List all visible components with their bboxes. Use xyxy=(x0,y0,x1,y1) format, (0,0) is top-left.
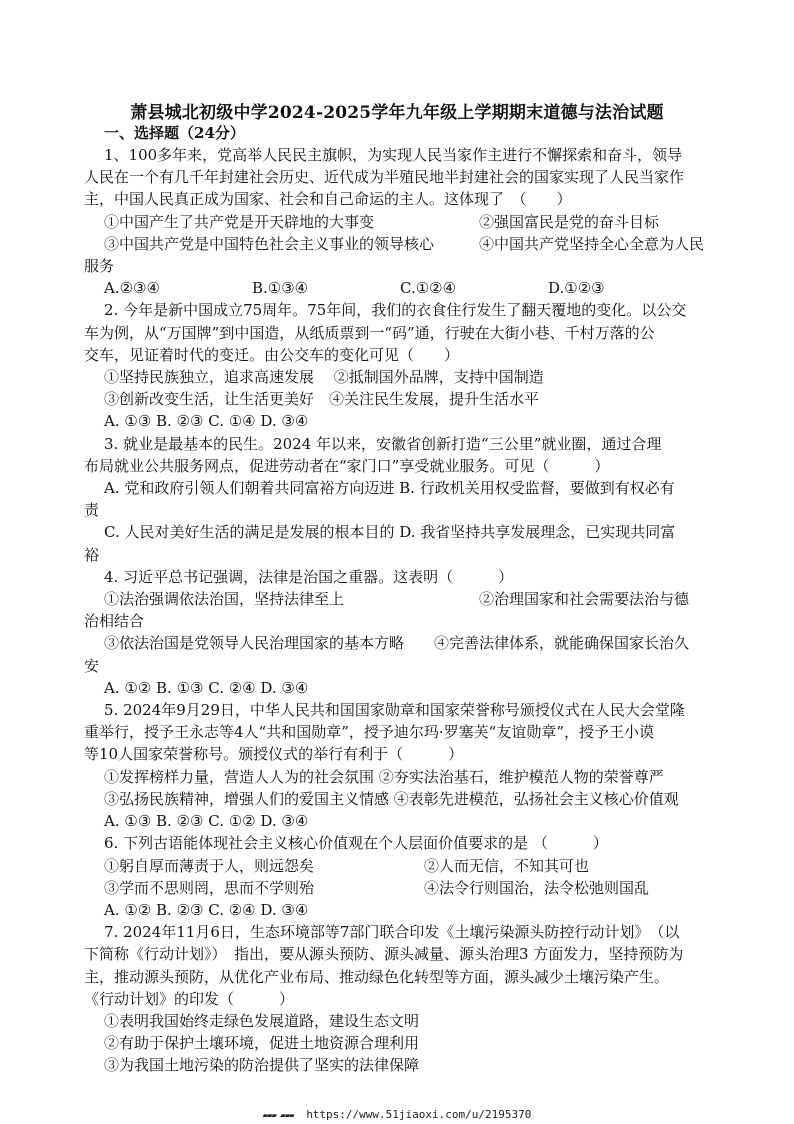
question-2-line-1: 2. 今年是新中国成立75周年。75年间，我们的衣食住行发生了翻天覆地的变化。以公交 xyxy=(104,301,687,320)
question-3-answers-cd: C. 人民对美好生活的满足是发展的根本目的 D. 我省坚持共享发展理念，已实现共同富 xyxy=(104,523,676,542)
question-2-answers: A. ①③ B. ②③ C. ①④ D. ③④ xyxy=(104,412,309,431)
question-4-options-row-2: ③依法治国是党领导人民治理国家的基本方略 ④完善法律体系，就能确保国家长治久 xyxy=(104,634,690,653)
question-6-options-row-2 xyxy=(84,877,722,899)
question-5-line-2: 重举行，授予王永志等4人“共和国勋章”，授予迪尔玛·罗塞芙“友谊勋章”，授予王小谟 xyxy=(84,723,654,742)
question-1-answers xyxy=(84,277,722,299)
question-3-answers-ab: A. 党和政府引领人们朝着共同富裕方向迈进 B. 行政机关用权受监督，要做到有权必有 xyxy=(104,479,675,498)
question-1-option-4-cont: 服务 xyxy=(84,257,115,276)
question-1-option-1: ①中国产生了共产党是开天辟地的大事变 xyxy=(104,212,375,231)
question-4-option-1: ①法治强调依法治国，坚持法律至上 xyxy=(104,590,345,609)
question-1-answer-c: C.①②④ xyxy=(400,279,457,298)
watermark-logo: ▰▰▰ ▰▰▰ xyxy=(262,1111,294,1121)
question-1-line-1: 1、100多年来，党高举人民民主旗帜，为实现人民当家作主进行不懈探索和奋斗，领导 xyxy=(104,146,683,164)
question-4-line-1: 4. 习近平总书记强调，法律是治国之重器。这表明（ ） xyxy=(104,567,514,586)
question-3-line-1: 3. 就业是最基本的民生。2024 年以来，安徽省创新打造“三公里”就业圈，通过合理 xyxy=(104,434,662,453)
question-1-answer-b: B.①③④ xyxy=(252,279,309,298)
section-heading: 一、选择题（24分） xyxy=(104,124,245,142)
question-3-answers-ab-cont: 责 xyxy=(84,501,100,520)
question-6-option-1: ①躬自厚而薄责于人，则远怨矣 xyxy=(104,856,315,875)
question-1-line-2: 人民在一个有几千年封建社会历史、近代成为半殖民地半封建社会的国家实现了人民当家作 xyxy=(84,168,685,187)
question-4-answers: A. ①② B. ①③ C. ②④ D. ③④ xyxy=(104,678,309,697)
question-7-line-2: 下简称《行动计划》） 指出，要从源头预防、源头减量、源头治理3 方面发力，坚持预防为 xyxy=(84,945,684,964)
question-2-line-3: 交车，见证着时代的变迁。由公交车的变化可见（ ） xyxy=(84,345,460,364)
footer-url-link[interactable]: https://www.51jiaoxi.com/u/2195370 xyxy=(306,1108,532,1121)
question-5-options-2: ③弘扬民族精神，增强人们的爱国主义情感 ④表彰先进模范，弘扬社会主义核心价值观 xyxy=(104,789,679,808)
question-7-line-3: 主，推动源头预防，从优化产业布局、推动绿色化转型等方面，源头减少土壤污染产生。 xyxy=(84,967,670,986)
question-3-answers-cd-cont: 裕 xyxy=(84,545,100,564)
page-title: 萧县城北初级中学2024-2025学年九年级上学期期末道德与法治试题 xyxy=(130,103,664,123)
question-4-options-row-1 xyxy=(84,588,722,610)
question-2-options-2: ③创新改变生活，让生活更美好 ④关注民生发展，提升生活水平 xyxy=(104,390,540,409)
question-7-option-3: ③为我国土地污染的防治提供了坚实的法律保障 xyxy=(104,1056,420,1075)
question-3-line-2: 布局就业公共服务网点，促进劳动者在“家门口”享受就业服务。可见（ ） xyxy=(84,456,610,475)
question-2-line-2: 车为例，从“万国牌”到中国造，从纸质票到一“码”通，行驶在大街小巷、千村万落的公 xyxy=(84,323,655,342)
question-1-option-4: ④中国共产党坚持全心全意为人民 xyxy=(479,234,705,253)
question-5-options-1: ①发挥榜样力量，营造人人为的社会氛围 ②夯实法治基石，维护模范人物的荣誉尊严 xyxy=(104,767,664,786)
question-6-options-row-1 xyxy=(84,855,722,877)
question-6-line-1: 6. 下列古语能体现社会主义核心价值观在个人层面价值要求的是 （ ） xyxy=(104,834,608,853)
question-1-options-row-2 xyxy=(84,233,722,255)
question-4-option-4-cont: 安 xyxy=(84,656,100,675)
question-2-options-1: ①坚持民族独立，追求高速发展 ②抵制国外品牌，支持中国制造 xyxy=(104,368,544,387)
question-1-answer-d: D.①②③ xyxy=(548,279,605,298)
document-body xyxy=(84,144,722,1077)
question-5-answers: A. ①③ B. ②③ C. ①② D. ③④ xyxy=(104,812,309,831)
question-4-option-2-cont: 治相结合 xyxy=(84,612,145,631)
question-4-option-2: ②治理国家和社会需要法治与德 xyxy=(479,590,690,609)
question-7-option-2: ②有助于保护土壤环境，促进土地资源合理利用 xyxy=(104,1034,420,1053)
question-7-line-1: 7. 2024年11月6日，生态环境部等7部门联合印发《土壤污染源头防控行动计划》 （以 xyxy=(104,923,680,942)
question-1-option-3: ③中国共产党是中国特色社会主义事业的领导核心 xyxy=(104,234,435,253)
question-6-option-4: ④法令行则国治，法令松弛则国乱 xyxy=(424,878,650,897)
page-footer xyxy=(0,1108,794,1121)
question-1-option-2: ②强国富民是党的奋斗目标 xyxy=(479,212,660,231)
question-1-line-3: 主，中国人民真正成为国家、社会和自己命运的主人。这体现了 （ ） xyxy=(84,190,572,209)
question-1-options-row-1 xyxy=(84,211,722,233)
question-7-option-1: ①表明我国始终走绿色发展道路，建设生态文明 xyxy=(104,1011,420,1030)
question-6-option-3: ③学而不思则罔，思而不学则殆 xyxy=(104,878,315,897)
question-5-line-3: 等10人国家荣誉称号。颁授仪式的举行有利于（ ） xyxy=(84,745,464,764)
question-1-answer-a: A.②③④ xyxy=(104,279,160,298)
question-5-line-1: 5. 2024年9月29日，中华人民共和国国家勋章和国家荣誉称号颁授仪式在人民大会堂隆 xyxy=(104,701,685,720)
question-7-line-4: 《行动计划》的印发（ ） xyxy=(84,989,295,1008)
question-6-answers: A. ①② B. ②③ C. ②④ D. ③④ xyxy=(104,900,309,919)
question-6-option-2: ②人而无信，不知其可也 xyxy=(424,856,590,875)
